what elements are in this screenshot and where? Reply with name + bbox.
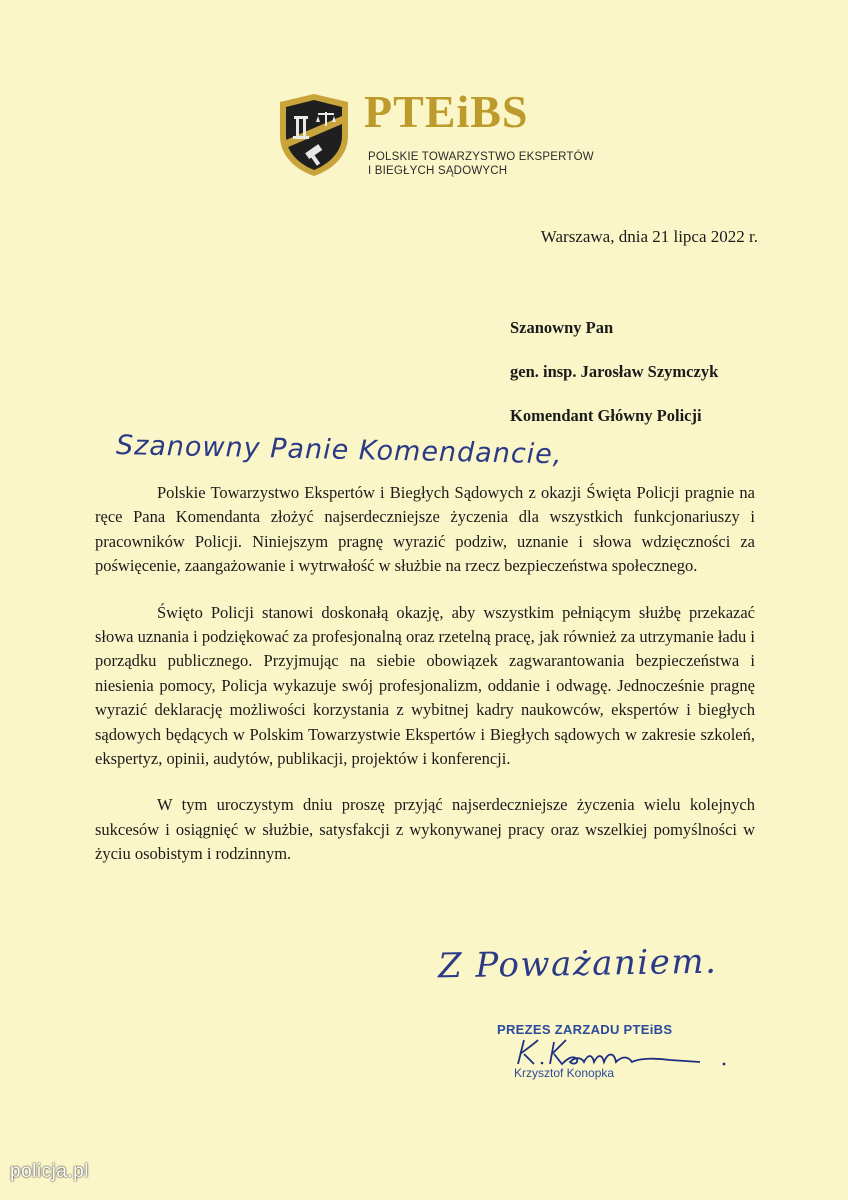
brand-subtitle	[368, 150, 594, 178]
addressee-line1: Szanowny Pan	[510, 318, 614, 337]
handwritten-closing: Z Poważaniem.	[437, 941, 718, 987]
body-paragraph: Święto Policji stanowi doskonałą okazję, aby wszystkim pełniącym służbę przekazać słowa uznania i podziękować za profesjonalną oraz rzetelną pracę, jak również za utrzymanie ładu i porządku publicznego. Przyjmując na siebie obowiązek zagwarantowania bezpieczeństwa i niesienia pomocy, Policja wykazuje swój profesjonalizm, oddanie i odwagę. Jednocześnie pragnę wyrazić deklarację możliwości korzystania z wybitnej kadry naukowców, ekspertów i biegłych sądowych będących w Polskim Towarzystwie Ekspertów i Biegłych sądowych w zakresie szkoleń, ekspertyz, opinii, audytów, publikacji, projektów i konferencji.	[95, 602, 755, 769]
letter-date: Warszawa, dnia 21 lipca 2022 r.	[540, 227, 758, 246]
addressee-line3: Komendant Główny Policji	[510, 406, 702, 425]
handwritten-greeting: Szanowny Panie Komendancie,	[115, 430, 563, 471]
pteibs-logo-icon	[276, 92, 352, 178]
brand-name: PTEiBS	[364, 86, 529, 137]
body-paragraph: Polskie Towarzystwo Ekspertów i Biegłych Sądowych z okazji Święta Policji pragnie na ręce Pana Komendanta złożyć najserdeczniejsze życzenia dla wszystkich funkcjonariuszy i pracowników Policji. Niniejszym pragnę wyrazić podziw, uznanie i słowa wdzięczności za poświęcenie, zaangażowanie i wytrwałość w służbie na rzecz bezpieczeństwa społecznego.	[95, 483, 755, 576]
body-paragraph: W tym uroczystym dniu proszę przyjąć najserdeczniejsze życzenia wielu kolejnych sukcesów i osiągnięć w służbie, satysfakcji z wykonywanej pracy oraz wszelkiej pomyślności w życiu osobistym i rodzinnym.	[95, 795, 755, 864]
letter-body	[95, 481, 755, 889]
brand-subtitle-line2: I BIEGŁYCH SĄDOWYCH	[368, 165, 508, 177]
addressee-block	[510, 318, 718, 450]
brand-subtitle-line1: POLSKIE TOWARZYSTWO EKSPERTÓW	[368, 151, 594, 163]
addressee-line2: gen. insp. Jarosław Szymczyk	[510, 362, 719, 381]
stamp-name: Krzysztof Konopka	[514, 1066, 615, 1080]
watermark: policja.pl	[10, 1161, 89, 1182]
stamp-title: PREZES ZARZADU PTEiBS	[497, 1022, 673, 1037]
